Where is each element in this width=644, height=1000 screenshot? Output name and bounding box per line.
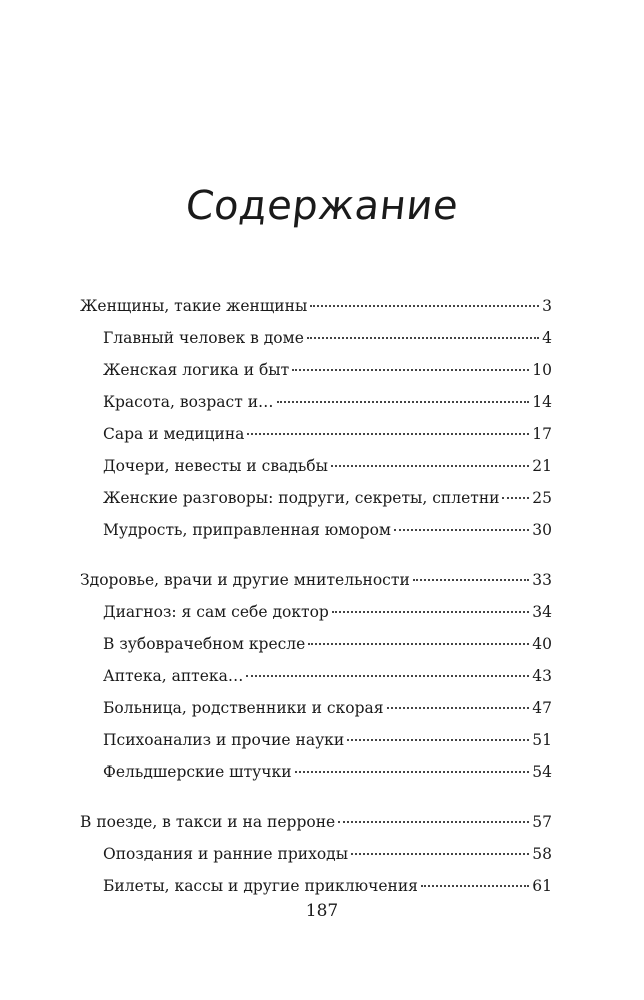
toc-section bbox=[80, 564, 552, 788]
toc-entry-title: Женские разговоры: подруги, секреты, сплетни bbox=[103, 489, 500, 507]
toc-entry-title: Красота, возраст и… bbox=[103, 393, 274, 411]
table-of-contents bbox=[80, 290, 552, 920]
toc-section bbox=[80, 806, 552, 902]
toc-subentry bbox=[80, 870, 552, 902]
toc-entry-page: 10 bbox=[532, 361, 552, 379]
toc-subentry bbox=[80, 838, 552, 870]
toc-entry-page: 3 bbox=[542, 297, 552, 315]
toc-entry-page: 33 bbox=[532, 571, 552, 589]
toc-subentry bbox=[80, 418, 552, 450]
dot-leader bbox=[421, 885, 529, 887]
toc-entry-page: 25 bbox=[532, 489, 552, 507]
toc-subentry bbox=[80, 660, 552, 692]
dot-leader bbox=[347, 739, 529, 741]
toc-entry-page: 40 bbox=[532, 635, 552, 653]
dot-leader bbox=[308, 643, 529, 645]
toc-entry-title: Женская логика и быт bbox=[103, 361, 290, 379]
toc-subentry bbox=[80, 386, 552, 418]
dot-leader bbox=[387, 707, 530, 709]
toc-entry-page: 14 bbox=[532, 393, 552, 411]
toc-entry-page: 58 bbox=[532, 845, 552, 863]
toc-subentry bbox=[80, 628, 552, 660]
toc-entry-page: 21 bbox=[532, 457, 552, 475]
toc-entry-title: Билеты, кассы и другие приключения bbox=[103, 877, 418, 895]
toc-subentry bbox=[80, 354, 552, 386]
toc-subentry bbox=[80, 450, 552, 482]
toc-entry-page: 34 bbox=[532, 603, 552, 621]
toc-subentry bbox=[80, 756, 552, 788]
toc-entry-title: В поезде, в такси и на перроне bbox=[80, 813, 336, 831]
toc-entry-page: 51 bbox=[532, 731, 552, 749]
toc-entry-page: 57 bbox=[532, 813, 552, 831]
toc-entry-title: Больница, родственники и скорая bbox=[103, 699, 384, 717]
page-number: 187 bbox=[305, 901, 339, 921]
toc-entry-title: В зубоврачебном кресле bbox=[103, 635, 306, 653]
toc-subentry bbox=[80, 322, 552, 354]
dot-leader bbox=[331, 465, 529, 467]
toc-entry-title: Опоздания и ранние приходы bbox=[103, 845, 349, 863]
toc-subentry bbox=[80, 692, 552, 724]
dot-leader bbox=[310, 305, 539, 307]
dot-leader bbox=[332, 611, 529, 613]
dot-leader bbox=[351, 853, 529, 855]
toc-subentry bbox=[80, 514, 552, 546]
toc-entry-page: 47 bbox=[532, 699, 552, 717]
toc-entry-title: Дочери, невесты и свадьбы bbox=[103, 457, 328, 475]
page-title: Содержание bbox=[183, 183, 461, 229]
toc-entry-title: Главный человек в доме bbox=[103, 329, 304, 347]
dot-leader bbox=[307, 337, 539, 339]
toc-entry-title: Фельдшерские штучки bbox=[103, 763, 292, 781]
dot-leader bbox=[338, 821, 529, 823]
toc-entry-title: Диагноз: я сам себе доктор bbox=[103, 603, 329, 621]
dot-leader bbox=[394, 529, 529, 531]
toc-chapter-entry bbox=[80, 564, 552, 596]
toc-entry-page: 61 bbox=[532, 877, 552, 895]
toc-chapter-entry bbox=[80, 806, 552, 838]
toc-entry-page: 54 bbox=[532, 763, 552, 781]
toc-entry-page: 4 bbox=[542, 329, 552, 347]
toc-entry-page: 17 bbox=[532, 425, 552, 443]
toc-subentry bbox=[80, 482, 552, 514]
toc-entry-title: Мудрость, приправленная юмором bbox=[103, 521, 391, 539]
dot-leader bbox=[246, 675, 529, 677]
toc-entry-title: Сара и медицина bbox=[103, 425, 245, 443]
toc-entry-title: Аптека, аптека… bbox=[103, 667, 244, 685]
dot-leader bbox=[295, 771, 530, 773]
toc-entry-page: 43 bbox=[532, 667, 552, 685]
dot-leader bbox=[277, 401, 530, 403]
toc-entry-title: Психоанализ и прочие науки bbox=[103, 731, 345, 749]
toc-entry-title: Здоровье, врачи и другие мнительности bbox=[80, 571, 410, 589]
toc-entry-page: 30 bbox=[532, 521, 552, 539]
dot-leader bbox=[413, 579, 529, 581]
dot-leader bbox=[502, 497, 529, 499]
toc-chapter-entry bbox=[80, 290, 552, 322]
toc-section bbox=[80, 290, 552, 546]
dot-leader bbox=[247, 433, 529, 435]
dot-leader bbox=[292, 369, 529, 371]
toc-subentry bbox=[80, 596, 552, 628]
toc-entry-title: Женщины, такие женщины bbox=[80, 297, 308, 315]
toc-subentry bbox=[80, 724, 552, 756]
